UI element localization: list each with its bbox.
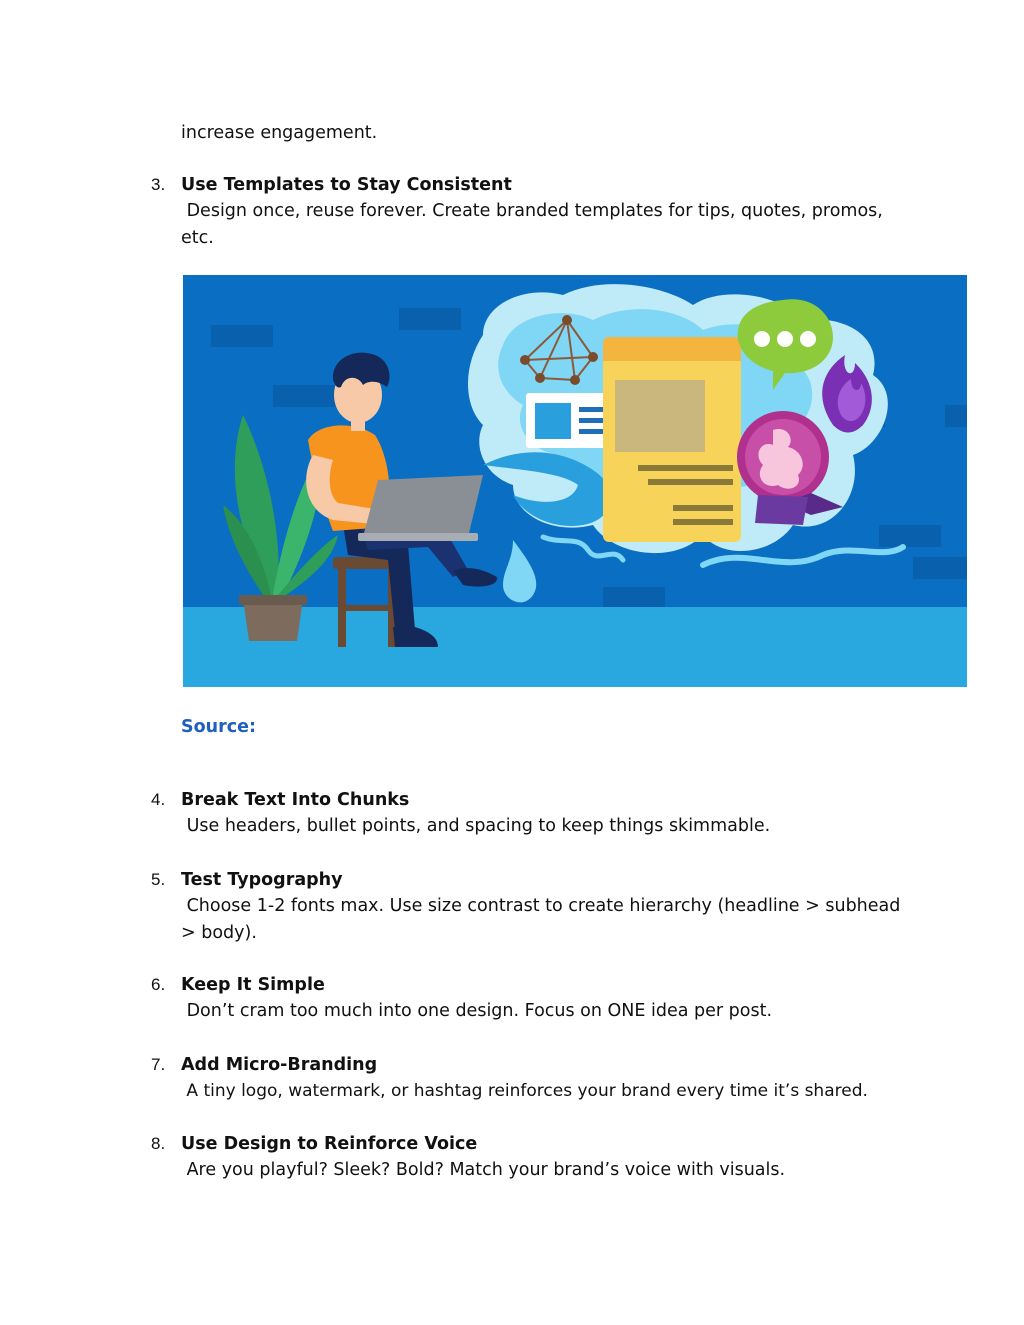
list-number: 7. (151, 1055, 166, 1074)
list-item-heading: Add Micro-Branding (181, 1055, 378, 1075)
source-label[interactable]: Source: (181, 717, 256, 737)
list-item-description: Use headers, bullet points, and spacing to keep things skimmable. (181, 816, 771, 836)
list-number: 3. (151, 175, 166, 194)
list-item-heading: Use Design to Reinforce Voice (181, 1134, 478, 1154)
list-item-heading: Break Text Into Chunks (181, 790, 410, 810)
list-number: 5. (151, 870, 166, 889)
list-item-description: Design once, reuse forever. Create branded templates for tips, quotes, promos, etc. (181, 201, 889, 248)
list-item-description: Choose 1-2 fonts max. Use size contrast to create hierarchy (headline > subhead > body). (181, 896, 906, 943)
list-item-heading: Keep It Simple (181, 975, 325, 995)
list-item-heading: Use Templates to Stay Consistent (181, 175, 512, 195)
content-design-illustration (183, 275, 967, 687)
list-item-description: Don’t cram too much into one design. Focus on ONE idea per post. (181, 1001, 773, 1021)
list-number: 6. (151, 975, 166, 994)
list-number: 8. (151, 1134, 166, 1153)
continuation-text: increase engagement. (181, 123, 378, 143)
list-item-heading: Test Typography (181, 870, 343, 890)
list-number: 4. (151, 790, 166, 809)
list-item-description: A tiny logo, watermark, or hashtag reinforces your brand every time it’s shared. (181, 1081, 868, 1101)
list-item-description: Are you playful? Sleek? Bold? Match your brand’s voice with visuals. (181, 1160, 786, 1180)
